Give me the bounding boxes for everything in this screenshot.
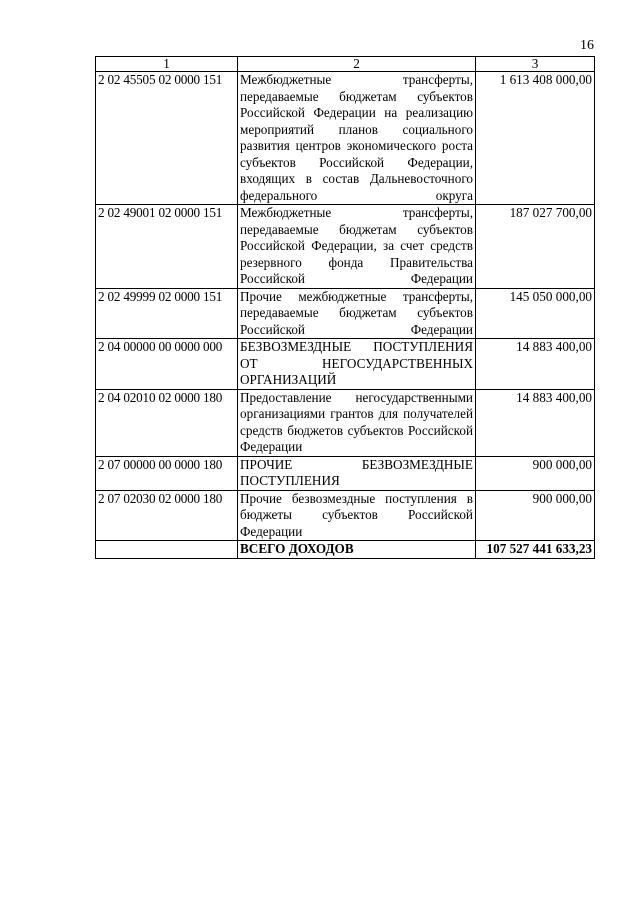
column-header-3: 3	[476, 57, 595, 72]
total-label: ВСЕГО ДОХОДОВ	[238, 541, 476, 559]
revenue-amount: 14 883 400,00	[476, 389, 595, 456]
revenue-amount: 14 883 400,00	[476, 339, 595, 390]
budget-code: 2 04 00000 00 0000 000	[96, 339, 238, 390]
column-header-2: 2	[238, 57, 476, 72]
revenue-name: Предоставление негосударственными организациями грантов для получателей средств бюджетов субъектов Российской Федерации	[238, 389, 476, 456]
budget-code: 2 02 45505 02 0000 151	[96, 72, 238, 205]
table-row	[96, 72, 595, 205]
revenue-amount: 145 050 000,00	[476, 288, 595, 339]
budget-code: 2 07 02030 02 0000 180	[96, 490, 238, 541]
revenue-name: Межбюджетные трансферты, передаваемые бюджетам субъектов Российской Федерации на реализацию мероприятий планов социального развития центров экономического роста субъектов Российской Федерации, входящих в состав Дальневосточного федерального округа	[238, 72, 476, 205]
revenue-amount: 900 000,00	[476, 456, 595, 490]
revenue-name: БЕЗВОЗМЕЗДНЫЕ ПОСТУПЛЕНИЯ ОТ НЕГОСУДАРСТВЕННЫХ ОРГАНИЗАЦИЙ	[238, 339, 476, 390]
column-header-1: 1	[96, 57, 238, 72]
page-number: 16	[580, 38, 594, 53]
budget-code: 2 02 49001 02 0000 151	[96, 205, 238, 289]
table-row	[96, 288, 595, 339]
table-row	[96, 339, 595, 390]
table-row	[96, 205, 595, 289]
revenue-amount: 187 027 700,00	[476, 205, 595, 289]
revenue-table	[95, 56, 595, 559]
table-row	[96, 389, 595, 456]
revenue-name: Прочие межбюджетные трансферты, передаваемые бюджетам субъектов Российской Федерации	[238, 288, 476, 339]
total-row	[96, 541, 595, 559]
budget-code: 2 04 02010 02 0000 180	[96, 389, 238, 456]
revenue-name: Межбюджетные трансферты, передаваемые бюджетам субъектов Российской Федерации, за счет средств резервного фонда Правительства Российской Федерации	[238, 205, 476, 289]
revenue-name: ПРОЧИЕ БЕЗВОЗМЕЗДНЫЕ ПОСТУПЛЕНИЯ	[238, 456, 476, 490]
table-row	[96, 456, 595, 490]
revenue-amount: 1 613 408 000,00	[476, 72, 595, 205]
budget-code: 2 07 00000 00 0000 180	[96, 456, 238, 490]
revenue-name: Прочие безвозмездные поступления в бюджеты субъектов Российской Федерации	[238, 490, 476, 541]
table-header-row	[96, 57, 595, 72]
total-code	[96, 541, 238, 559]
revenue-amount: 900 000,00	[476, 490, 595, 541]
budget-code: 2 02 49999 02 0000 151	[96, 288, 238, 339]
total-amount: 107 527 441 633,23	[476, 541, 595, 559]
table-row	[96, 490, 595, 541]
